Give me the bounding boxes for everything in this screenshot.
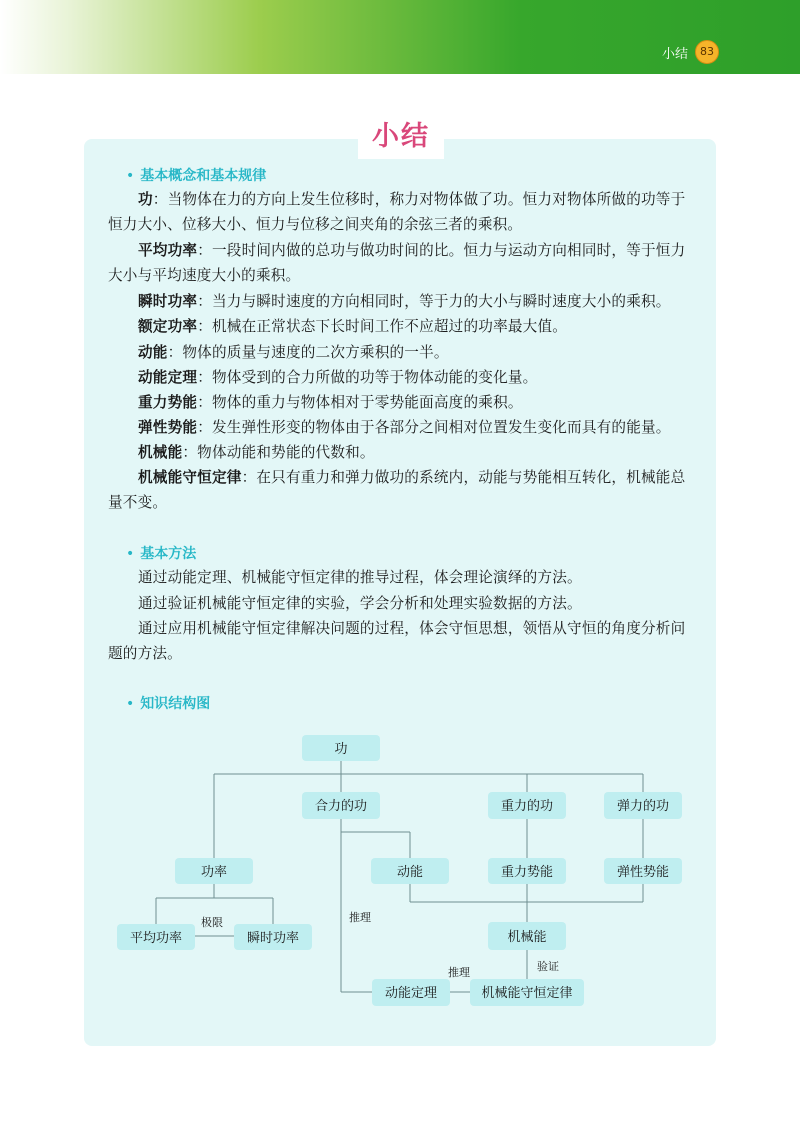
bullet-dot-icon: • (126, 168, 135, 184)
page-number-badge: 83 (695, 40, 719, 64)
node-kinetic-energy (371, 858, 449, 884)
concept-text: ：在只有重力和弹力做功的系统内，动能与势能相互转化，机械能总量不变。 (108, 469, 686, 511)
node-label: 弹性势能 (616, 865, 670, 880)
node-label: 机械能 (507, 930, 547, 945)
concept-text: ：物体的质量与速度的二次方乘积的一半。 (167, 344, 449, 361)
concept-term: 机械能 (138, 444, 183, 461)
method-paragraph: 通过应用机械能守恒定律解决问题的过程，体会守恒思想，领悟从守恒的角度分析问题的方法。 (108, 620, 686, 662)
concept-text: ：一段时间内做的总功与做功时间的比。恒力与运动方向相同时，等于恒力大小与平均速度大小的乘积。 (108, 242, 686, 284)
node-label: 瞬时功率 (246, 931, 300, 946)
concept-text: ：物体动能和势能的代数和。 (182, 444, 375, 461)
node-label: 重力的功 (500, 799, 554, 814)
node-elastic-work (604, 792, 682, 819)
node-work (302, 735, 380, 761)
concept-term: 平均功率 (138, 242, 198, 259)
node-label: 功率 (200, 865, 228, 880)
concept-term: 弹性势能 (138, 419, 198, 436)
concept-term: 动能定理 (138, 369, 198, 386)
concept-term: 瞬时功率 (138, 293, 198, 310)
node-net-work (302, 792, 380, 819)
edge-label-deduce: 推理 (349, 911, 371, 924)
method-paragraph: 通过动能定理、机械能守恒定律的推导过程，体会理论演绎的方法。 (138, 569, 582, 586)
method-paragraph: 通过验证机械能守恒定律的实验，学会分析和处理实验数据的方法。 (138, 595, 582, 612)
node-label: 合力的功 (314, 799, 368, 814)
section-heading-text: 基本方法 (140, 546, 197, 562)
node-label: 机械能守恒定律 (481, 986, 573, 1001)
page-title: 小结 (372, 121, 430, 152)
concept-text: ：当物体在力的方向上发生位移时，称力对物体做了功。恒力对物体所做的功等于恒力大小、位移大小、恒力与位移之间夹角的余弦三者的乘积。 (108, 191, 686, 233)
bullet-dot-icon: • (126, 696, 135, 712)
node-conservation-law (470, 979, 584, 1006)
edge-label-deduce: 推理 (448, 966, 470, 979)
node-power (175, 858, 253, 884)
bullet-dot-icon: • (126, 546, 135, 562)
edge-label-limit: 极限 (201, 916, 223, 929)
concept-term: 动能 (138, 344, 168, 361)
edge-label-verify: 验证 (537, 960, 559, 973)
concept-text: ：物体的重力与物体相对于零势能面高度的乘积。 (197, 394, 523, 411)
node-gravity-pe (488, 858, 566, 884)
node-inst-power (234, 924, 312, 950)
concept-text: ：发生弹性形变的物体由于各部分之间相对位置发生变化而具有的能量。 (197, 419, 671, 436)
node-elastic-pe (604, 858, 682, 884)
section-heading-text: 基本概念和基本规律 (140, 168, 267, 184)
concept-text: ：当力与瞬时速度的方向相同时，等于力的大小与瞬时速度大小的乘积。 (197, 293, 671, 310)
node-mech-energy (488, 922, 566, 950)
header-section-label: 小结 (661, 47, 688, 62)
node-label: 弹力的功 (616, 799, 670, 814)
node-label: 动能 (396, 865, 424, 880)
concept-text: ：物体受到的合力所做的功等于物体动能的变化量。 (197, 369, 538, 386)
concept-term: 功 (138, 191, 153, 208)
node-label: 重力势能 (500, 865, 554, 880)
node-label: 平均功率 (129, 931, 183, 946)
node-gravity-work (488, 792, 566, 819)
concept-text: ：机械在正常状态下长时间工作不应超过的功率最大值。 (197, 318, 568, 335)
section-heading-text: 知识结构图 (140, 696, 211, 712)
concept-term: 额定功率 (138, 318, 198, 335)
node-label: 动能定理 (384, 986, 438, 1001)
node-label: 功 (334, 742, 348, 757)
node-avg-power (117, 924, 195, 950)
node-ke-theorem (372, 979, 450, 1006)
concept-term: 机械能守恒定律 (138, 469, 242, 486)
concept-term: 重力势能 (138, 394, 198, 411)
